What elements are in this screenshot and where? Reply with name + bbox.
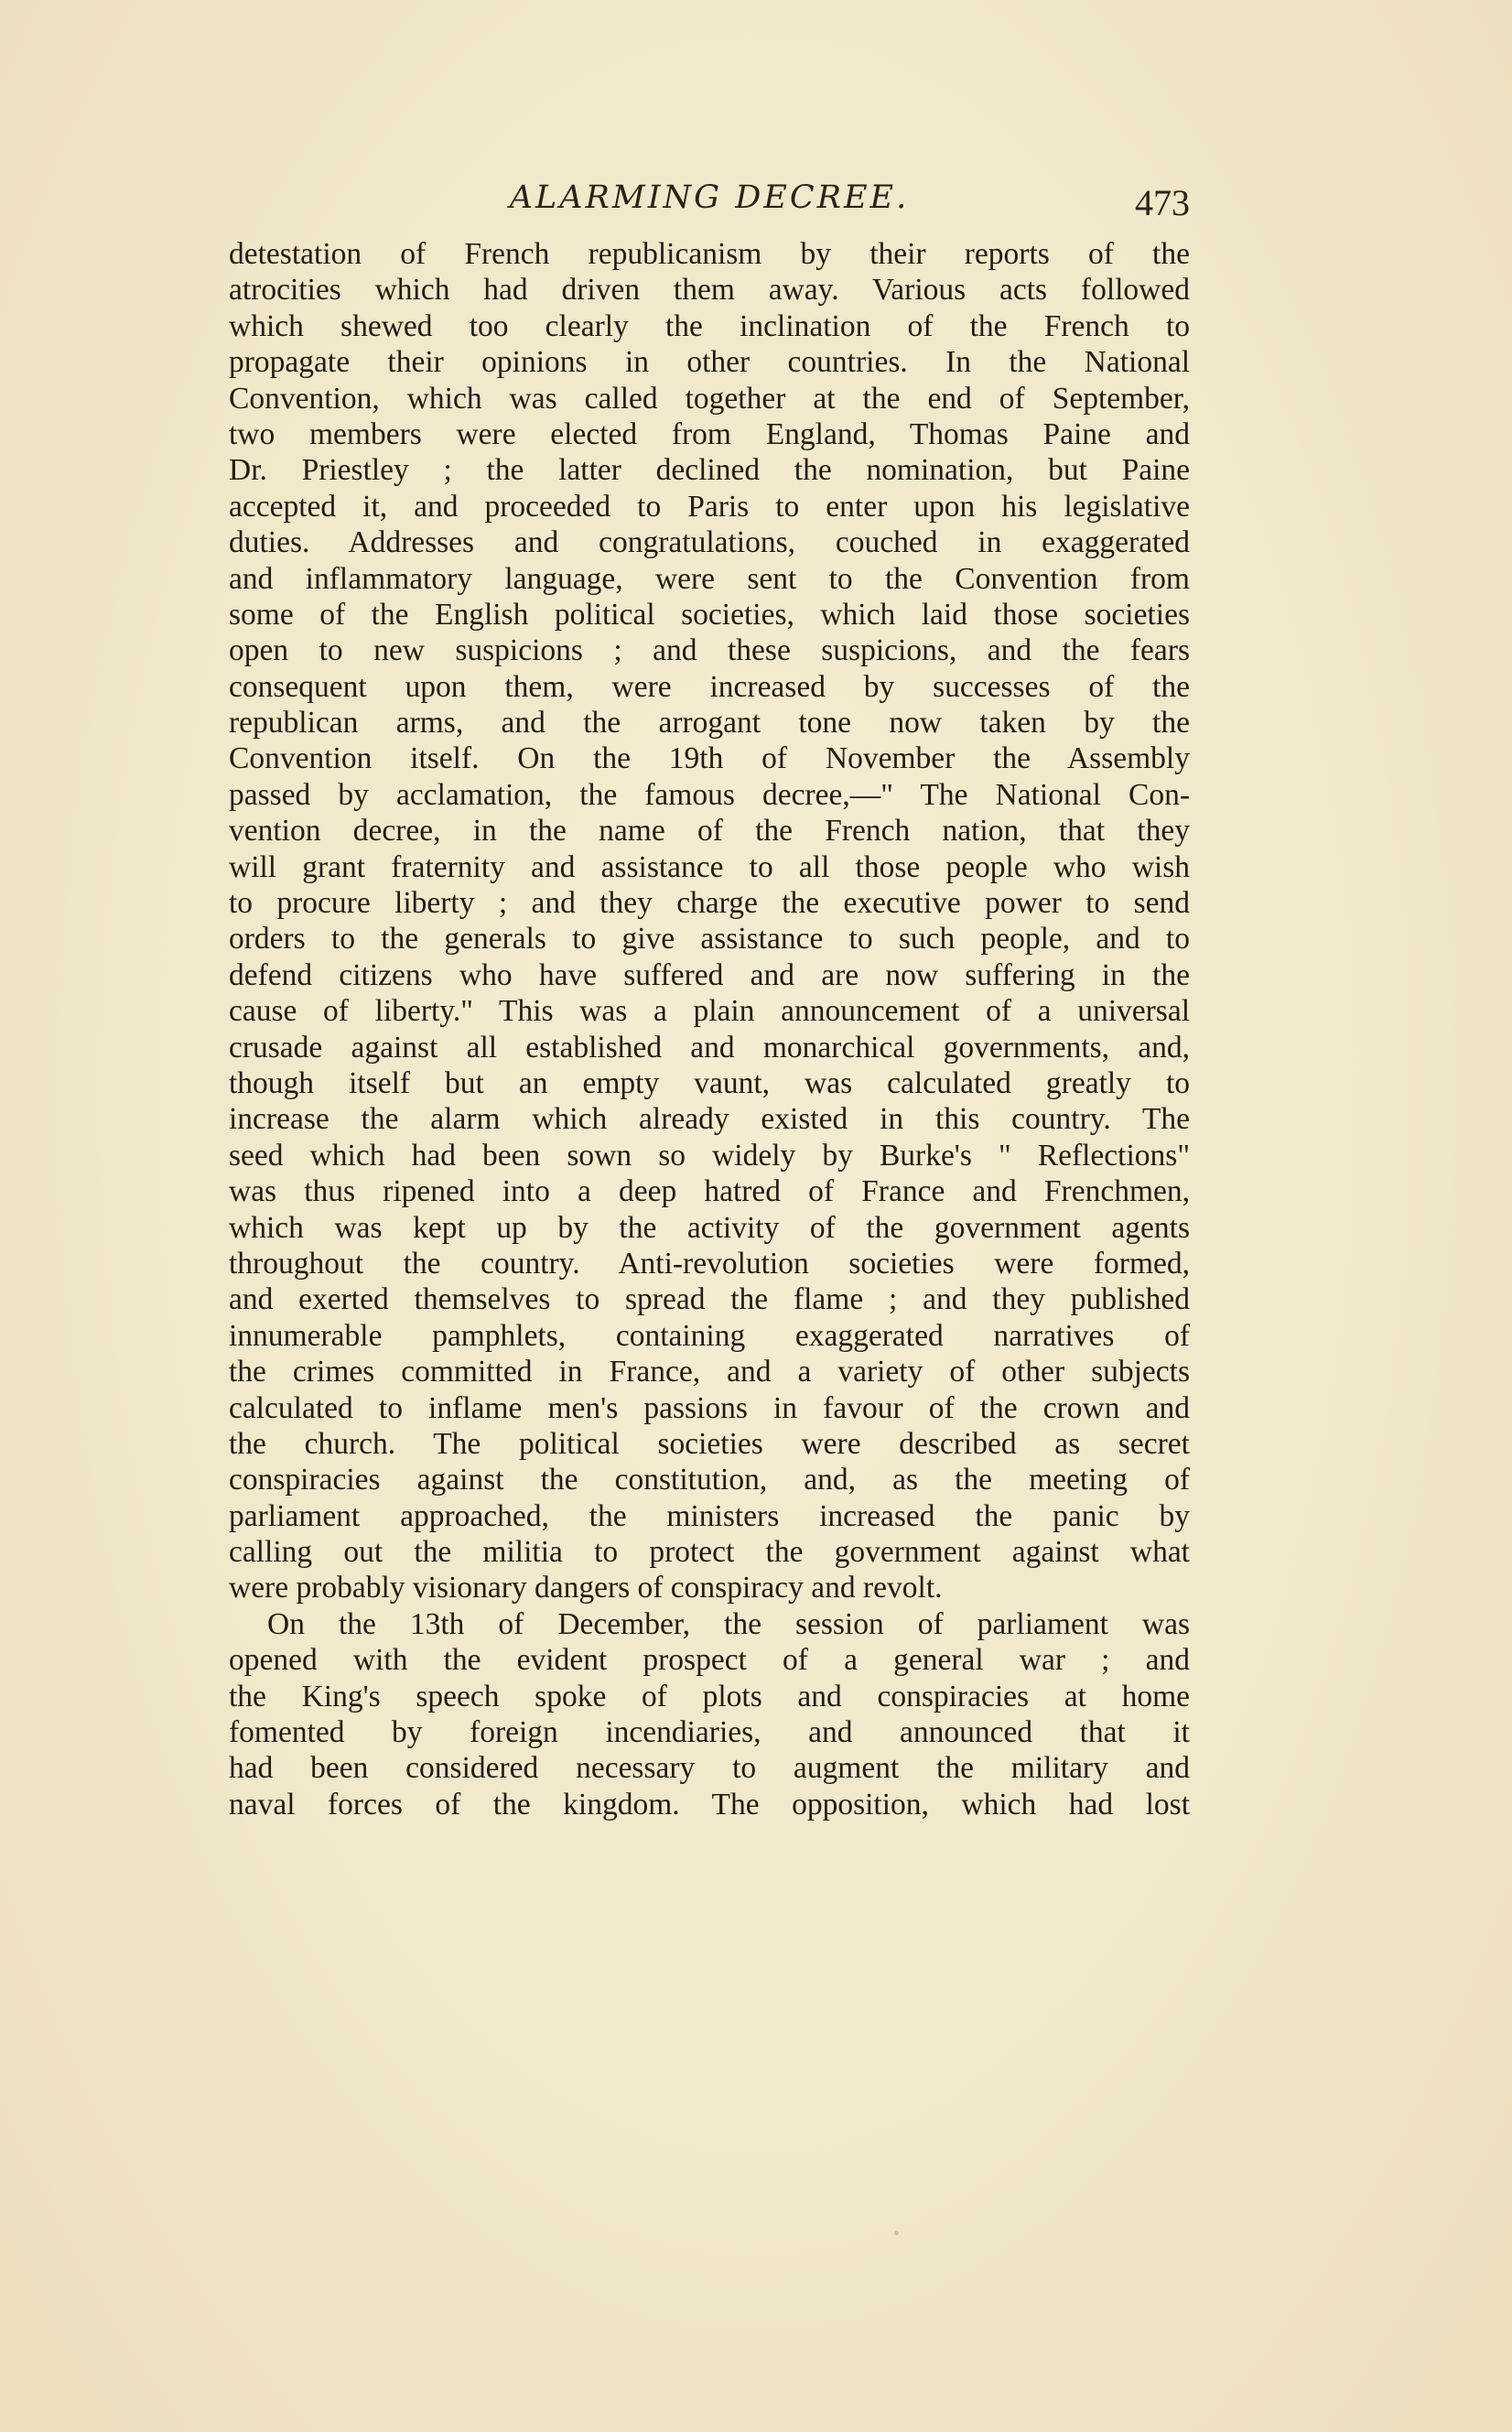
text-line: fomented by foreign incendiaries, and announced that it	[229, 1715, 1190, 1750]
text-line: will grant fraternity and assistance to all those people who wish	[229, 849, 1190, 884]
text-line: and inflammatory language, were sent to the Convention from	[229, 561, 1190, 596]
text-line: naval forces of the kingdom. The opposition, which had lost	[229, 1787, 1190, 1821]
text-line: though itself but an empty vaunt, was calculated greatly to	[229, 1065, 1190, 1100]
text-line: consequent upon them, were increased by successes of the	[229, 669, 1190, 704]
text-line: increase the alarm which already existed in this country. The	[229, 1102, 1190, 1137]
text-line: calculated to inflame men's passions in favour of the crown and	[229, 1390, 1190, 1425]
paragraph-start-line: On the 13th of December, the session of parliament was	[267, 1606, 1190, 1641]
text-line: which was kept up by the activity of the government agents	[229, 1210, 1190, 1245]
text-line: open to new suspicions ; and these suspicions, and the fears	[229, 633, 1190, 668]
text-line: passed by acclamation, the famous decree,—" The National Con-	[229, 777, 1190, 812]
text-line: the crimes committed in France, and a variety of other subjects	[229, 1355, 1190, 1389]
paper-speck	[894, 2231, 899, 2235]
text-line: Convention itself. On the 19th of November the Assembly	[229, 741, 1190, 776]
text-line: was thus ripened into a deep hatred of France and Frenchmen,	[229, 1174, 1190, 1209]
text-line: cause of liberty." This was a plain announcement of a universal	[229, 994, 1190, 1029]
text-line: vention decree, in the name of the French nation, that they	[229, 814, 1190, 848]
text-line: had been considered necessary to augment the military and	[229, 1751, 1190, 1786]
text-line: calling out the militia to protect the government against what	[229, 1535, 1190, 1570]
text-line: to procure liberty ; and they charge the executive power to send	[229, 886, 1190, 921]
text-line: two members were elected from England, Thomas Paine and	[229, 416, 1190, 451]
text-line: some of the English political societies, which laid those societies	[229, 597, 1190, 632]
text-line: Dr. Priestley ; the latter declined the nomination, but Paine	[229, 453, 1190, 488]
text-line: Convention, which was called together at the end of September,	[229, 381, 1190, 416]
text-line: parliament approached, the ministers increased the panic by	[229, 1498, 1190, 1533]
text-line: conspiracies against the constitution, and, as the meeting of	[229, 1463, 1190, 1497]
text-line: detestation of French republicanism by their reports of the	[229, 237, 1190, 271]
text-line: seed which had been sown so widely by Burke's " Reflections"	[229, 1138, 1190, 1173]
text-line: throughout the country. Anti-revolution societies were formed,	[229, 1246, 1190, 1281]
text-line: defend citizens who have suffered and are now suffering in the	[229, 957, 1190, 992]
text-line: and exerted themselves to spread the flame ; and they published	[229, 1282, 1190, 1317]
running-head: ALARMING DECREE.	[509, 179, 910, 216]
body-text	[229, 236, 1190, 1822]
text-line: atrocities which had driven them away. Various acts followed	[229, 273, 1190, 308]
text-line: propagate their opinions in other countries. In the National	[229, 345, 1190, 380]
text-line: the King's speech spoke of plots and conspiracies at home	[229, 1679, 1190, 1713]
page-number: 473	[1135, 182, 1190, 223]
text-line: which shewed too clearly the inclination of the French to	[229, 308, 1190, 343]
text-line: accepted it, and proceeded to Paris to enter upon his legislative	[229, 489, 1190, 524]
page-header	[229, 179, 1190, 225]
text-line: innumerable pamphlets, containing exaggerated narratives of	[229, 1318, 1190, 1353]
paragraph-end-line: were probably visionary dangers of conspiracy and revolt.	[229, 1571, 943, 1605]
text-line: crusade against all established and monarchical governments, and,	[229, 1030, 1190, 1065]
text-line: republican arms, and the arrogant tone now taken by the	[229, 706, 1190, 740]
text-line: orders to the generals to give assistance to such people, and to	[229, 922, 1190, 957]
text-line: duties. Addresses and congratulations, couched in exaggerated	[229, 525, 1190, 560]
text-line: the church. The political societies were described as secret	[229, 1426, 1190, 1461]
text-line: opened with the evident prospect of a general war ; and	[229, 1643, 1190, 1678]
